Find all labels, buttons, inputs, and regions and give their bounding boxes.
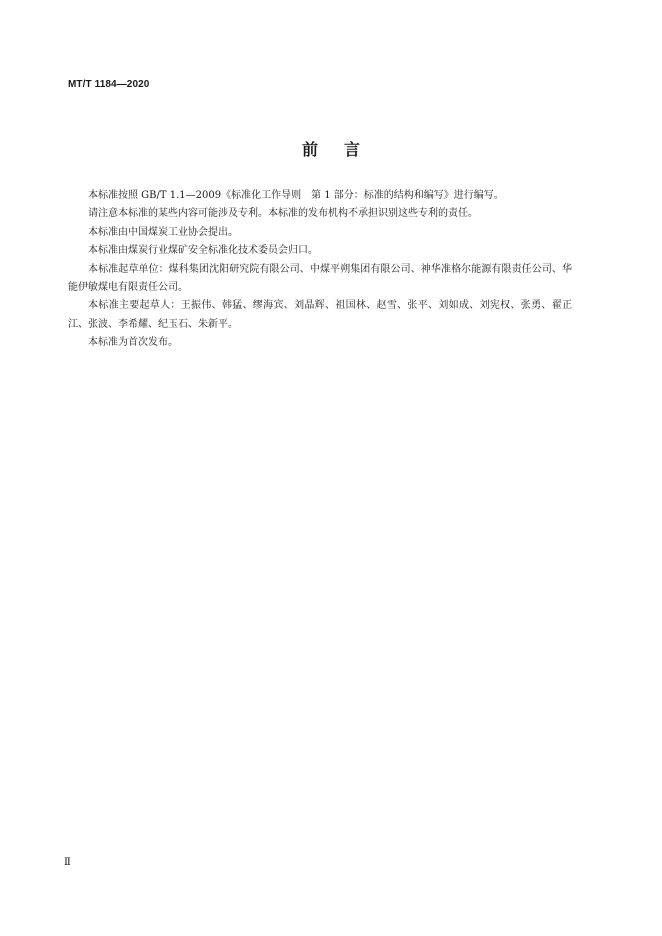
foreword-body [68,187,572,353]
standard-number: MT/T 1184—2020 [68,79,150,90]
paragraph-main-drafters: 本标准主要起草人：王振伟、韩猛、缪海宾、刘晶辉、祖国林、赵雪、张平、刘如成、刘宪权、张勇、翟正江、张波、李希耀、纪玉石、朱新平。 [68,300,572,330]
section-title: 前言 [301,140,386,159]
paragraph-patent-notice: 请注意本标准的某些内容可能涉及专利。本标准的发布机构不承担识别这些专利的责任。 [88,208,478,220]
paragraph-drafting-rules: 本标准按照 GB/T 1.1—2009《标准化工作导则 第 1 部分：标准的结构和编写》进行编写。 [88,190,504,201]
paragraph-first-release: 本标准为首次发布。 [88,337,178,349]
paragraph-proposer: 本标准由中国煤炭工业协会提出。 [88,226,238,238]
paragraph-drafting-organizations: 本标准起草单位：煤科集团沈阳研究院有限公司、中煤平朔集团有限公司、神华准格尔能源有限责任公司、华能伊敏煤电有限责任公司。 [68,263,572,294]
page-number: Ⅱ [64,857,71,868]
paragraph-technical-committee: 本标准由煤炭行业煤矿安全标准化技术委员会归口。 [88,245,318,257]
